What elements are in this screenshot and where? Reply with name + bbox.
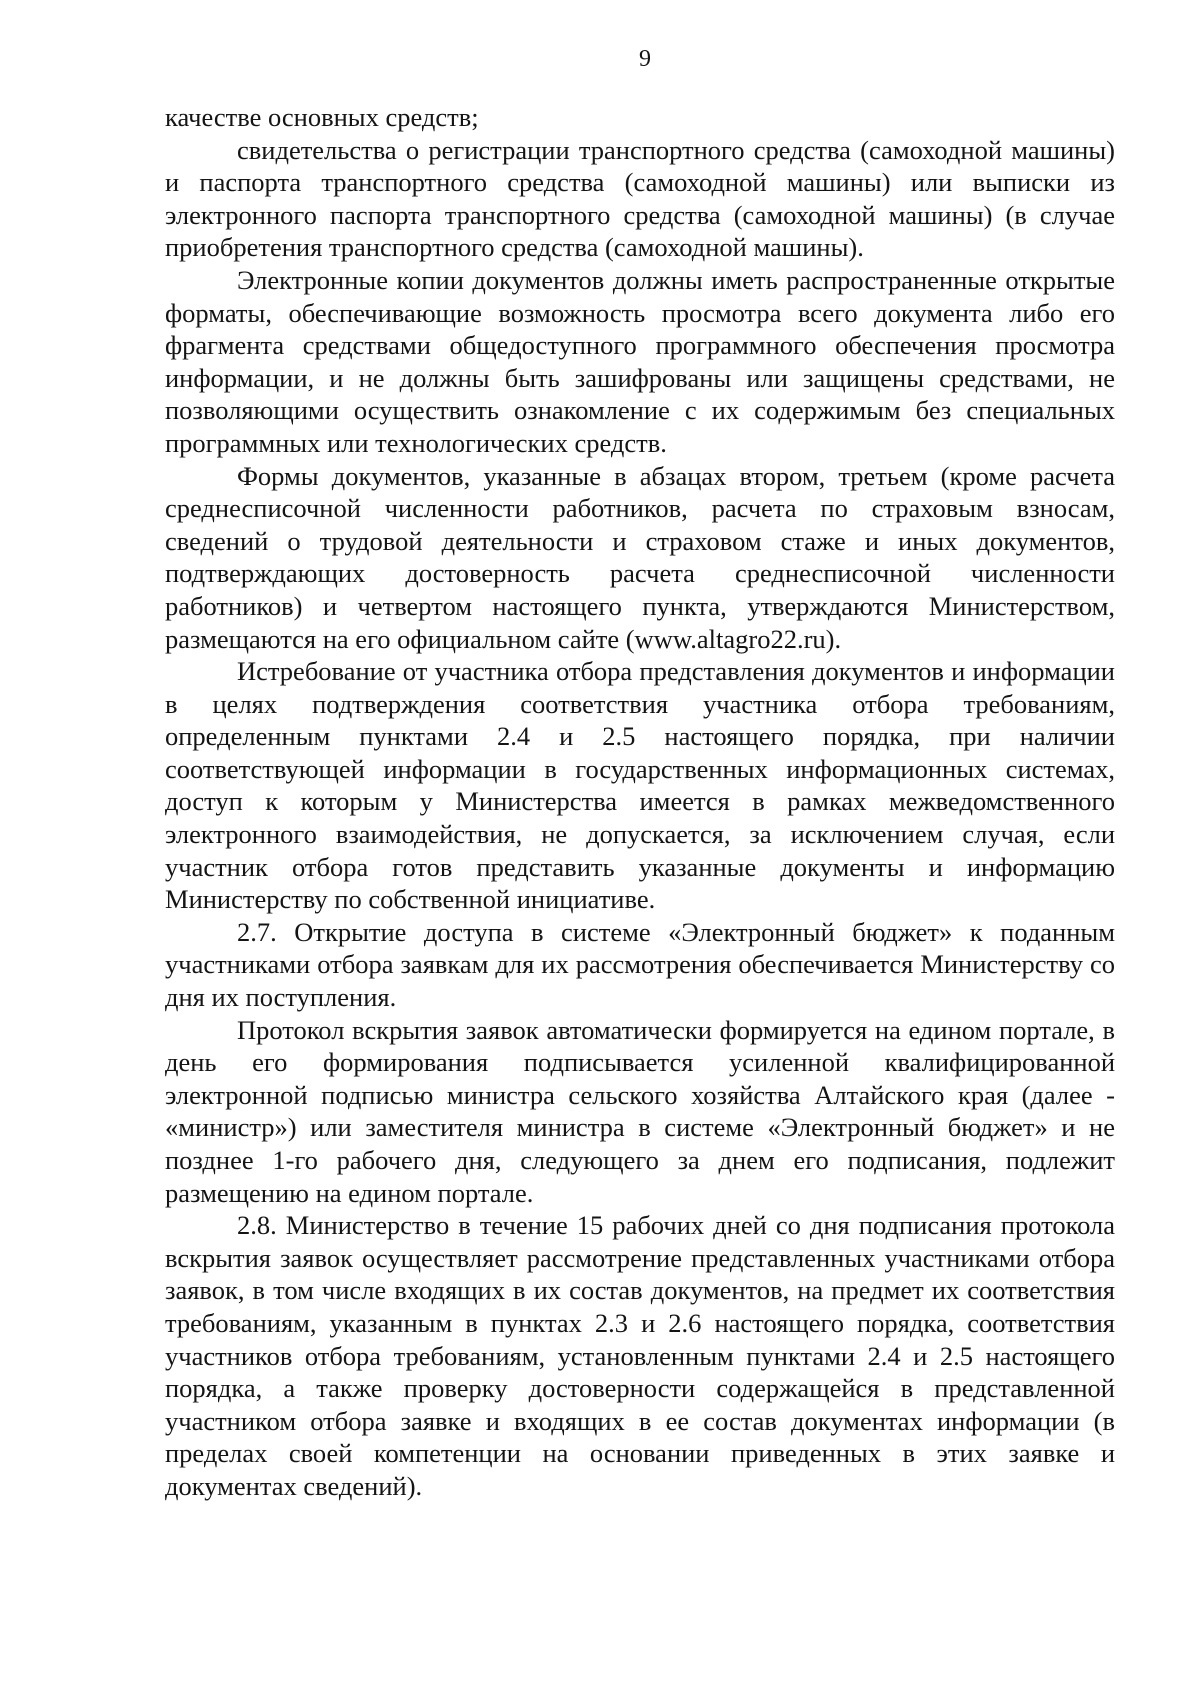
paragraph-document-request: Истребование от участника отбора представления документов и информации в целях подтверждения соответствия участника отбора требованиям, определенным пунктами 2.4 и 2.5 настоящего порядка, при наличии соответствующей информации в государственных информационных системах, доступ к которым у Министерства имеется в рамках межведомственного электронного взаимодействия, не допускается, за исключением случая, если участник отбора готов представить указанные документы и информацию Министерству по собственной инициативе. (165, 656, 1115, 915)
paragraph-opening-protocol: Протокол вскрытия заявок автоматически формируется на едином портале, в день его формирования подписывается усиленной квалифицированной электронной подписью министра сельского хозяйства Алтайского края (далее - «министр») или заместителя министра в системе «Электронный бюджет» и не позднее 1-го рабочего дня, следующего за днем его подписания, подлежит размещению на едином портале. (165, 1014, 1115, 1208)
paragraph-section-2-7: 2.7. Открытие доступа в системе «Электронный бюджет» к поданным участниками отбора заявкам для их рассмотрения обеспечивается Министерству со дня их поступления. (165, 916, 1115, 1013)
paragraph-vehicle-certificates: свидетельства о регистрации транспортного средства (самоходной машины) и паспорта транспортного средства (самоходной машины) или выписки из электронного паспорта транспортного средства (самоходной машины) (в случае приобретения транспортного средства (самоходной машины). (165, 134, 1115, 263)
paragraph-continuation: качестве основных средств; (165, 102, 479, 132)
paragraph-section-2-8: 2.8. Министерство в течение 15 рабочих дней со дня подписания протокола вскрытия заявок осуществляет рассмотрение представленных участниками отбора заявок, в том числе входящих в их состав документов, на предмет их соответствия требованиям, указанным в пунктах 2.3 и 2.6 настоящего порядка, соответствия участников отбора требованиям, установленным пунктами 2.4 и 2.5 настоящего порядка, а также проверку достоверности содержащейся в представленной участником отбора заявке и входящих в ее состав документах информации (в пределах своей компетенции на основании приведенных в этих заявке и документах сведений). (165, 1210, 1115, 1501)
page-number: 9 (639, 46, 651, 72)
paragraph-document-forms: Формы документов, указанные в абзацах втором, третьем (кроме расчета среднесписочной численности работников, расчета по страховым взносам, сведений о трудовой деятельности и страховом стаже и иных документов, подтверждающих достоверность расчета среднесписочной численности работников) и четвертом настоящего пункта, утверждаются Министерством, размещаются на его официальном сайте (www.altagro22.ru). (165, 460, 1115, 654)
document-body (165, 101, 1115, 1503)
paragraph-electronic-copies: Электронные копии документов должны иметь распространенные открытые форматы, обеспечивающие возможность просмотра всего документа либо его фрагмента средствами общедоступного программного обеспечения просмотра информации, и не должны быть зашифрованы или защищены средствами, не позволяющими осуществить ознакомление с их содержимым без специальных программных или технологических средств. (165, 264, 1115, 458)
